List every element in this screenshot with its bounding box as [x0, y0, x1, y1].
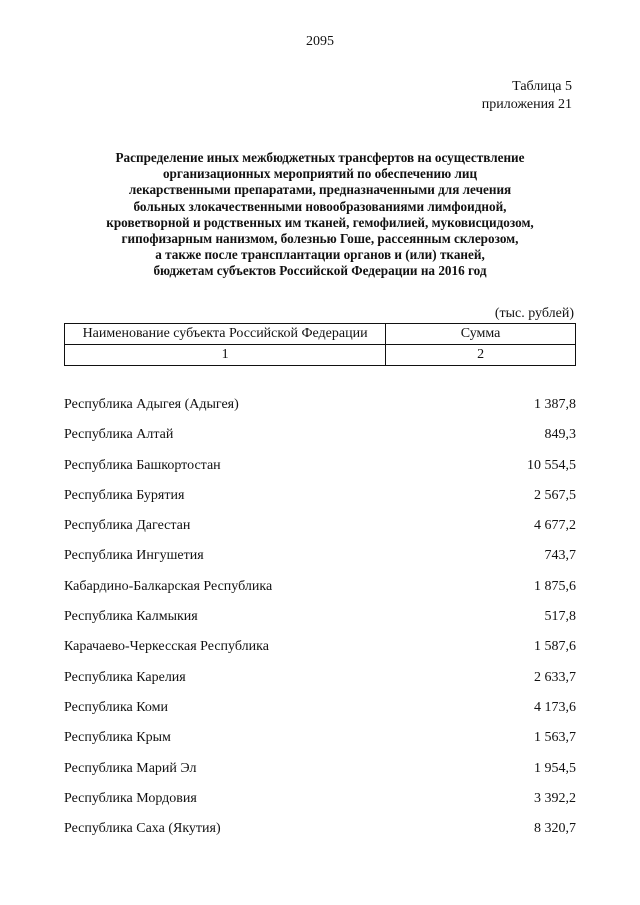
table-row — [62, 486, 576, 516]
region-name: Республика Коми — [64, 699, 168, 715]
title-line: гипофизарным нанизмом, болезнью Гоше, рассеянным склерозом, — [121, 231, 519, 247]
document-title — [60, 150, 580, 280]
table-row — [62, 668, 576, 698]
amount-value: 849,3 — [544, 427, 576, 443]
column-number-2: 2 — [386, 345, 576, 366]
page-number: 2095 — [306, 34, 334, 49]
amount-value: 743,7 — [544, 548, 576, 564]
table-row — [62, 759, 576, 789]
amount-value: 2 633,7 — [534, 669, 576, 685]
region-name: Республика Алтай — [64, 427, 174, 443]
table-header — [64, 323, 576, 366]
table-row — [62, 728, 576, 758]
amount-value: 1 387,8 — [534, 397, 576, 412]
title-line: а также после трансплантации органов и (или) тканей, — [155, 247, 485, 263]
amount-value: 8 320,7 — [534, 821, 576, 837]
region-name: Республика Саха (Якутия) — [64, 821, 221, 837]
title-line: бюджетам субъектов Российской Федерации на 2016 год — [153, 263, 487, 279]
region-name: Республика Мордовия — [64, 790, 197, 806]
region-name: Кабардино-Балкарская Республика — [64, 578, 273, 594]
title-line: организационных мероприятий по обеспечению лиц — [162, 166, 478, 182]
region-name: Республика Ингушетия — [64, 548, 204, 564]
table-row — [62, 516, 576, 546]
amount-value: 517,8 — [544, 609, 576, 625]
region-name: Республика Крым — [64, 730, 171, 746]
title-line: больных злокачественными новообразованиями лимфоидной, — [133, 198, 507, 214]
column-number-row — [65, 345, 576, 366]
title-line: Распределение иных межбюджетных трансфертов на осуществление — [115, 150, 525, 165]
appendix-reference: приложения 21 — [481, 97, 572, 112]
table-row — [62, 577, 576, 607]
table-row — [62, 395, 576, 425]
amount-value: 1 587,6 — [534, 639, 576, 655]
title-line: лекарственными препаратами, предназначенными для лечения — [128, 182, 512, 198]
amount-value: 10 554,5 — [527, 457, 576, 473]
region-name: Республика Бурятия — [64, 487, 185, 503]
amount-value: 1 563,7 — [534, 730, 576, 746]
region-name: Республика Марий Эл — [64, 760, 197, 776]
amount-value: 1 954,5 — [534, 760, 576, 776]
column-number-1: 1 — [65, 345, 386, 366]
region-name: Карачаево-Черкесская Республика — [64, 639, 269, 655]
region-name: Республика Карелия — [64, 669, 186, 685]
table-row — [62, 819, 576, 849]
table-row — [62, 637, 576, 667]
table-row — [62, 789, 576, 819]
table-reference — [482, 78, 572, 114]
column-header-amount: Сумма — [386, 324, 576, 345]
region-name: Республика Калмыкия — [64, 609, 198, 625]
title-line: кроветворной и родственных им тканей, гемофилией, муковисцидозом, — [106, 214, 534, 230]
amount-value: 1 875,6 — [534, 578, 576, 594]
amount-value: 2 567,5 — [534, 487, 576, 503]
amount-value: 4 173,6 — [534, 699, 576, 715]
table-row — [62, 456, 576, 486]
table-row — [62, 425, 576, 455]
table-row — [62, 546, 576, 576]
table-row — [62, 698, 576, 728]
units-label: (тыс. рублей) — [494, 306, 574, 321]
amount-value: 4 677,2 — [534, 518, 576, 534]
amount-value: 3 392,2 — [534, 790, 576, 806]
table-number: Таблица 5 — [512, 79, 572, 94]
region-name: Республика Адыгея (Адыгея) — [64, 397, 239, 412]
table-body — [62, 395, 576, 849]
column-header-region: Наименование субъекта Российской Федерации — [65, 324, 386, 345]
header-row — [65, 324, 576, 345]
region-name: Республика Дагестан — [64, 518, 191, 534]
table-row — [62, 607, 576, 637]
region-name: Республика Башкортостан — [64, 457, 221, 473]
